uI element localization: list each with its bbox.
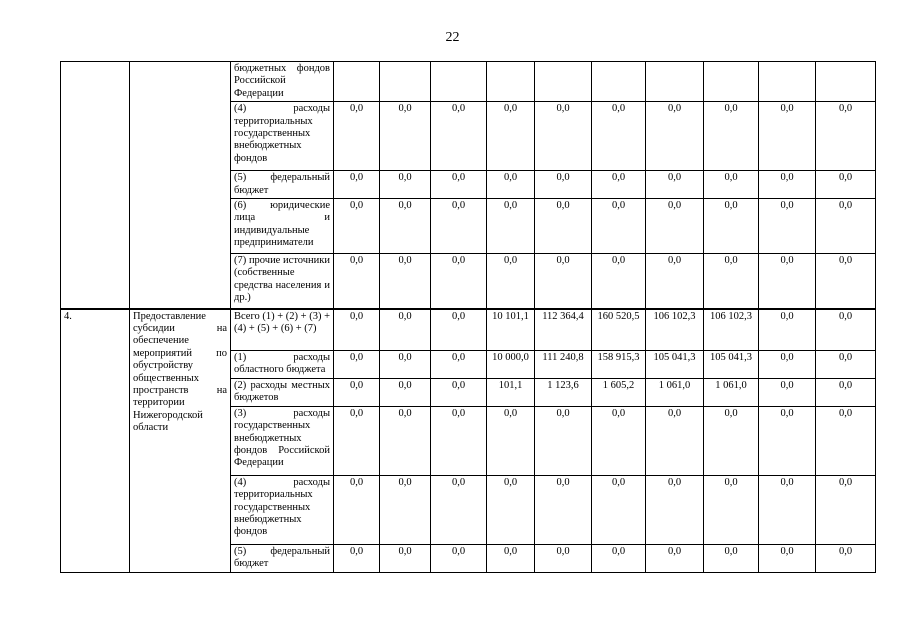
value-cell: 0,0 (380, 406, 431, 475)
value-cell: 0,0 (380, 379, 431, 407)
value-cell: 0,0 (816, 102, 876, 171)
value-cell: 0,0 (535, 544, 592, 572)
value-cell: 0,0 (704, 171, 759, 199)
value-cell: 0,0 (759, 379, 816, 407)
value-cell: 0,0 (431, 199, 487, 254)
value-cell: 0,0 (646, 406, 704, 475)
value-cell (535, 62, 592, 102)
value-cell: 106 102,3 (704, 309, 759, 351)
value-cell: 0,0 (431, 351, 487, 379)
value-cell: 0,0 (431, 171, 487, 199)
value-cell: 0,0 (535, 199, 592, 254)
value-cell: 0,0 (380, 171, 431, 199)
value-cell (646, 62, 704, 102)
value-cell: 0,0 (334, 199, 380, 254)
value-cell: 0,0 (816, 406, 876, 475)
value-cell: 0,0 (592, 199, 646, 254)
value-cell: 0,0 (816, 309, 876, 351)
value-cell: 0,0 (759, 475, 816, 544)
value-cell: 0,0 (380, 309, 431, 351)
value-cell (380, 62, 431, 102)
value-cell: 1 061,0 (646, 379, 704, 407)
source-cell: (1) расходы областного бюджета (231, 351, 334, 379)
value-cell (487, 62, 535, 102)
value-cell: 0,0 (592, 171, 646, 199)
source-cell: (4) расходы территориальных государственных внебюджетных фондов (231, 102, 334, 171)
value-cell: 0,0 (646, 102, 704, 171)
value-cell: 0,0 (334, 351, 380, 379)
value-cell: 111 240,8 (535, 351, 592, 379)
value-cell (759, 62, 816, 102)
value-cell: 0,0 (431, 254, 487, 309)
source-cell: (5) федеральный бюджет (231, 171, 334, 199)
value-cell: 0,0 (759, 309, 816, 351)
value-cell: 0,0 (487, 406, 535, 475)
value-cell (592, 62, 646, 102)
value-cell: 0,0 (646, 475, 704, 544)
value-cell: 0,0 (816, 475, 876, 544)
value-cell: 0,0 (759, 171, 816, 199)
value-cell: 0,0 (592, 254, 646, 309)
source-cell: (2) расходы местных бюджетов (231, 379, 334, 407)
value-cell: 0,0 (592, 102, 646, 171)
value-cell: 0,0 (380, 199, 431, 254)
row-number-cell: 4. (61, 309, 130, 573)
value-cell: 0,0 (704, 406, 759, 475)
value-cell: 0,0 (334, 309, 380, 351)
value-cell: 0,0 (704, 199, 759, 254)
source-cell: (5) федеральный бюджет (231, 544, 334, 572)
value-cell: 0,0 (334, 171, 380, 199)
value-cell: 0,0 (759, 254, 816, 309)
value-cell: 1 605,2 (592, 379, 646, 407)
value-cell: 0,0 (759, 544, 816, 572)
value-cell: 0,0 (759, 102, 816, 171)
value-cell: 0,0 (431, 102, 487, 171)
value-cell: 0,0 (487, 254, 535, 309)
source-cell: (3) расходы государственных внебюджетных фондов Российской Федерации (231, 406, 334, 475)
value-cell: 0,0 (380, 351, 431, 379)
value-cell: 0,0 (487, 171, 535, 199)
value-cell: 105 041,3 (646, 351, 704, 379)
value-cell: 0,0 (816, 351, 876, 379)
value-cell (431, 62, 487, 102)
value-cell: 0,0 (816, 544, 876, 572)
value-cell: 101,1 (487, 379, 535, 407)
value-cell: 0,0 (646, 171, 704, 199)
value-cell: 0,0 (816, 199, 876, 254)
value-cell: 0,0 (380, 254, 431, 309)
table-row (61, 309, 876, 351)
value-cell: 10 101,1 (487, 309, 535, 351)
value-cell: 0,0 (487, 102, 535, 171)
value-cell: 0,0 (535, 171, 592, 199)
value-cell: 0,0 (646, 544, 704, 572)
value-cell: 0,0 (535, 102, 592, 171)
value-cell: 0,0 (592, 544, 646, 572)
value-cell: 106 102,3 (646, 309, 704, 351)
value-cell: 0,0 (334, 406, 380, 475)
value-cell: 0,0 (759, 406, 816, 475)
value-cell: 1 061,0 (704, 379, 759, 407)
value-cell: 0,0 (380, 475, 431, 544)
value-cell: 0,0 (431, 309, 487, 351)
value-cell: 0,0 (816, 379, 876, 407)
value-cell: 0,0 (431, 475, 487, 544)
value-cell: 0,0 (487, 475, 535, 544)
value-cell: 0,0 (431, 544, 487, 572)
table-row (61, 62, 876, 102)
source-cell: (7) прочие источники (собственные средства населения и др.) (231, 254, 334, 309)
row-number-cell (61, 62, 130, 309)
source-cell: (6) юридические лица и индивидуальные предприниматели (231, 199, 334, 254)
value-cell: 0,0 (759, 199, 816, 254)
value-cell: 0,0 (487, 199, 535, 254)
value-cell (334, 62, 380, 102)
value-cell: 0,0 (535, 254, 592, 309)
value-cell: 0,0 (816, 254, 876, 309)
value-cell: 0,0 (704, 544, 759, 572)
value-cell: 0,0 (334, 102, 380, 171)
value-cell: 0,0 (535, 475, 592, 544)
measure-name-cell: Предоставление субсидии на обеспечение мероприятий по обустройству общественных пространств на территории Нижегородской области (130, 309, 231, 573)
value-cell: 0,0 (380, 544, 431, 572)
value-cell: 0,0 (704, 102, 759, 171)
value-cell: 160 520,5 (592, 309, 646, 351)
value-cell (704, 62, 759, 102)
value-cell: 0,0 (431, 406, 487, 475)
value-cell: 0,0 (334, 475, 380, 544)
value-cell (816, 62, 876, 102)
value-cell: 0,0 (759, 351, 816, 379)
value-cell: 0,0 (334, 544, 380, 572)
value-cell: 0,0 (704, 475, 759, 544)
funding-table (60, 61, 876, 573)
value-cell: 0,0 (816, 171, 876, 199)
value-cell: 0,0 (592, 475, 646, 544)
source-cell: бюджетных фондов Российской Федерации (231, 62, 334, 102)
value-cell: 10 000,0 (487, 351, 535, 379)
source-cell: (4) расходы территориальных государственных внебюджетных фондов (231, 475, 334, 544)
value-cell: 112 364,4 (535, 309, 592, 351)
value-cell: 0,0 (646, 254, 704, 309)
value-cell: 0,0 (592, 406, 646, 475)
value-cell: 0,0 (704, 254, 759, 309)
value-cell: 0,0 (334, 254, 380, 309)
value-cell: 1 123,6 (535, 379, 592, 407)
value-cell: 0,0 (431, 379, 487, 407)
source-cell: Всего (1) + (2) + (3) + (4) + (5) + (6) + (7) (231, 309, 334, 351)
value-cell: 158 915,3 (592, 351, 646, 379)
page-number: 22 (445, 30, 460, 45)
value-cell: 105 041,3 (704, 351, 759, 379)
value-cell: 0,0 (334, 379, 380, 407)
value-cell: 0,0 (646, 199, 704, 254)
measure-name-cell (130, 62, 231, 309)
value-cell: 0,0 (380, 102, 431, 171)
value-cell: 0,0 (487, 544, 535, 572)
value-cell: 0,0 (535, 406, 592, 475)
